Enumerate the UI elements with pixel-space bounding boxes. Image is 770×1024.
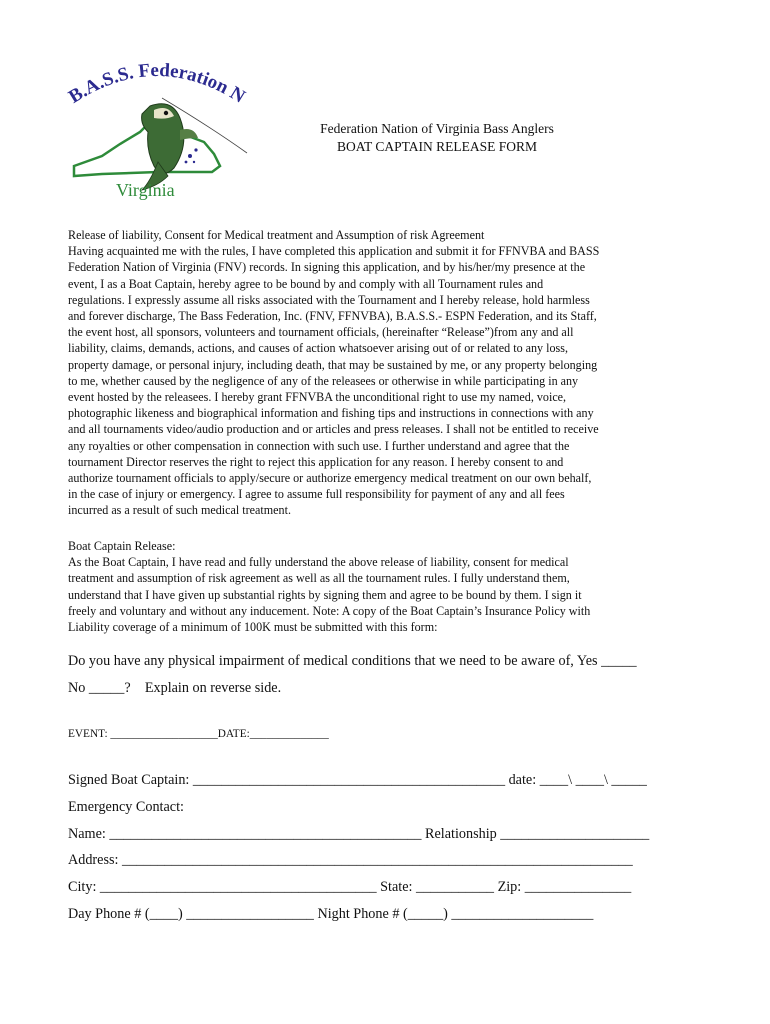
logo-graphic bbox=[62, 58, 262, 206]
release-line: any royalties or other compensation in connection with such use. I further understand and agree that the bbox=[68, 438, 570, 453]
impairment-question-no[interactable]: No _____? Explain on reverse side. bbox=[68, 680, 282, 696]
logo-state-text: Virginia bbox=[116, 180, 175, 200]
release-line: incurred as a result of such medical treatment. bbox=[68, 503, 291, 518]
water-splash-icon bbox=[185, 148, 198, 163]
release-line: liability, claims, demands, actions, and causes of action whatsoever arising out of or related to any loss, bbox=[68, 341, 568, 356]
release-line: and all tournaments video/audio production and or articles and press releases. I shall not be entitled to receive bbox=[68, 422, 599, 437]
organization-title: Federation Nation of Virginia Bass Anglers bbox=[320, 121, 554, 136]
bass-fish-icon bbox=[142, 104, 198, 190]
captain-release-line: understand that I have given up substantial rights by signing them and agree to be bound by them. I sign it bbox=[68, 587, 582, 602]
release-line: event hosted by the releasees. I hereby grant FFNVBA the unconditional right to use my named, voice, bbox=[68, 390, 567, 405]
release-section bbox=[68, 227, 708, 519]
release-title: Release of liability, Consent for Medical treatment and Assumption of risk Agreement bbox=[68, 228, 485, 242]
release-line: photographic likeness and biographical information and fishing tips and instructions in connections with any bbox=[68, 406, 594, 421]
captain-release-line: treatment and assumption of risk agreement as well as all the tournament rules. I fully understand them, bbox=[68, 571, 570, 586]
form-header bbox=[262, 120, 612, 156]
captain-release-line: As the Boat Captain, I have read and fully understand the above release of liability, consent for medical bbox=[68, 555, 569, 570]
captain-release-title: Boat Captain Release: bbox=[68, 539, 176, 553]
release-line: Federation Nation of Virginia (FNV) records. In signing this application, and by his/her/my presence at the bbox=[68, 260, 586, 275]
release-line: to me, whether caused by the negligence of any of the releasees or otherwise in while participating in any bbox=[68, 373, 579, 388]
phone-field[interactable]: Day Phone # (____) __________________ Night Phone # (_____) ____________________ bbox=[68, 906, 594, 922]
release-line: the event host, all sponsors, volunteers and tournament officials, (hereinafter “Release”)from any and all bbox=[68, 325, 574, 340]
release-line: regulations. I expressly assume all risks associated with the Tournament and I hereby release, hold harmless bbox=[68, 292, 590, 307]
signed-boat-captain-field[interactable]: Signed Boat Captain: ____________________________________________ date: ____\ ____\ _____ bbox=[68, 772, 647, 788]
logo-arc-text: B.A.S.S. Federation N bbox=[65, 59, 249, 108]
release-line: event, I as a Boat Captain, hereby agree to be bound by and comply with all Tournament rules and bbox=[68, 276, 544, 291]
city-state-zip-field[interactable]: City: _______________________________________ State: ___________ Zip: _______________ bbox=[68, 879, 632, 895]
emergency-contact-label: Emergency Contact: bbox=[68, 799, 184, 815]
event-date-field[interactable]: EVENT: ___________________DATE:______________ bbox=[68, 728, 329, 740]
contact-name-field[interactable]: Name: ____________________________________________ Relationship _____________________ bbox=[68, 826, 650, 842]
captain-release-section bbox=[68, 538, 708, 635]
release-line: authorize tournament officials to apply/secure or authorize emergency medical treatment on our own behalf, bbox=[68, 471, 592, 486]
captain-release-line: Liability coverage of a minimum of 100K must be submitted with this form: bbox=[68, 620, 438, 635]
bass-federation-logo bbox=[62, 58, 262, 206]
release-line: Having acquainted me with the rules, I have completed this application and submit it for FFNVBA and BASS bbox=[68, 244, 600, 259]
release-line: and forever discharge, The Bass Federation, Inc. (FNV, FFNVBA), B.A.S.S.- ESPN Federation, and its Staff, bbox=[68, 309, 597, 324]
release-line: in the case of injury or emergency. I agree to assume full responsibility for payment of any and all fees bbox=[68, 487, 565, 502]
captain-release-line: freely and voluntary and without any inducement. Note: A copy of the Boat Captain’s Insurance Policy with bbox=[68, 603, 591, 618]
form-title: BOAT CAPTAIN RELEASE FORM bbox=[336, 139, 538, 154]
address-field[interactable]: Address: ________________________________________________________________________ bbox=[68, 852, 633, 868]
impairment-question[interactable]: Do you have any physical impairment of medical conditions that we need to be aware of, Yes _____ bbox=[68, 653, 637, 669]
release-line: tournament Director reserves the right to reject this application for any reason. I hereby consent to and bbox=[68, 454, 564, 469]
release-line: property damage, or personal injury, including death, that may be sustained by me, or any property belonging bbox=[68, 357, 598, 372]
